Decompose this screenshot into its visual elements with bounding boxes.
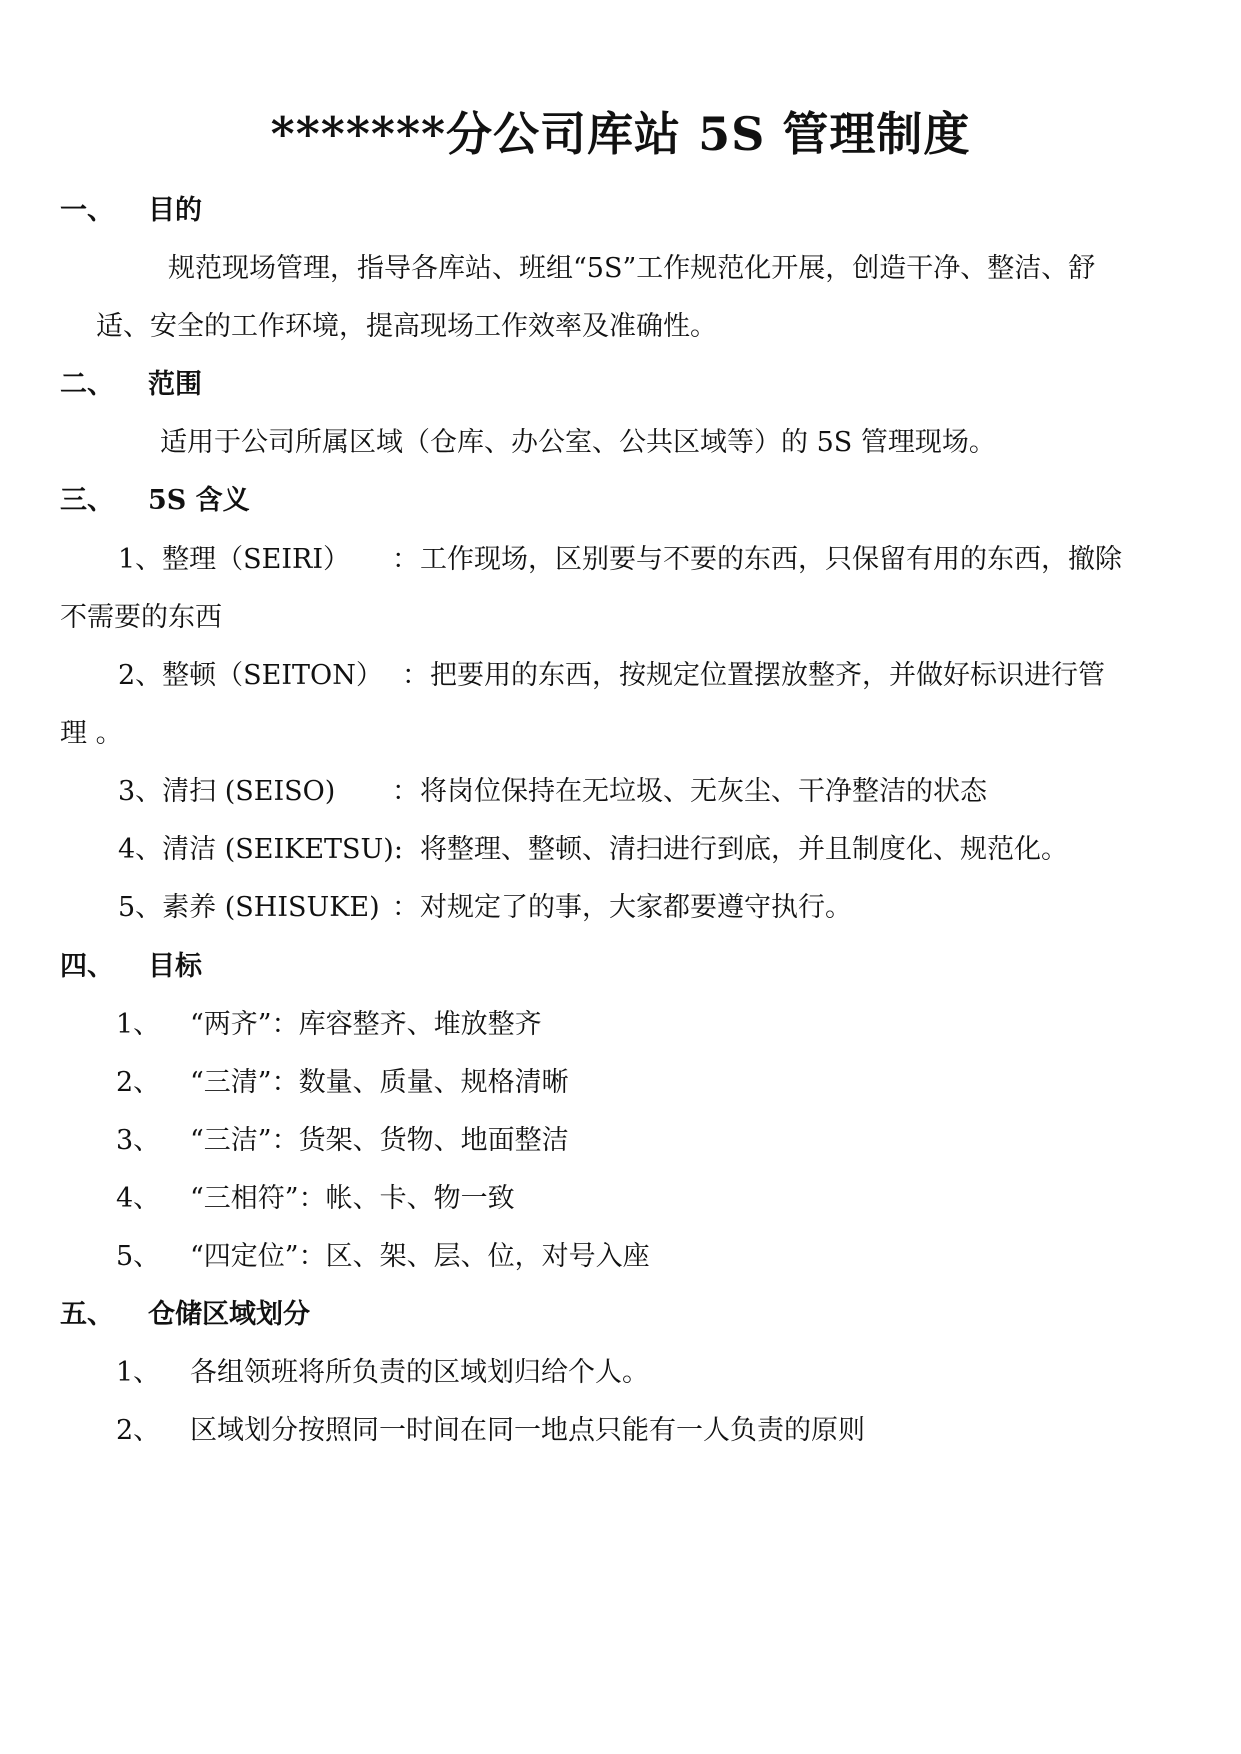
item-text: 工作现场，区别要与不要的东西，只保留有用的东西，撤除 <box>420 544 1122 575</box>
item-number: 5、 <box>116 1241 161 1272</box>
item-separator: ： <box>392 776 419 807</box>
item-separator: ： <box>392 892 419 923</box>
section-title: 仓储区域划分 <box>148 1299 310 1330</box>
item-text: 各组领班将所负责的区域划归给个人。 <box>190 1357 649 1388</box>
item-number: 3、 <box>116 1125 161 1156</box>
section-number: 四、 <box>60 951 114 982</box>
item-text: 将整理、整顿、清扫进行到底，并且制度化、规范化。 <box>420 834 1068 865</box>
section-number: 二、 <box>60 369 114 400</box>
item-label: 3、清扫 (SEISO) <box>118 776 336 807</box>
item-number: 2、 <box>116 1067 161 1098</box>
paragraph-line: 适用于公司所属区域（仓库、办公室、公共区域等）的 5S 管理现场。 <box>160 427 996 458</box>
item-text: 将岗位保持在无垃圾、无灰尘、干净整洁的状态 <box>420 776 987 807</box>
section-title: 目标 <box>148 951 202 982</box>
section-number: 五、 <box>60 1299 114 1330</box>
section-number: 一、 <box>60 195 114 226</box>
item-text: “三相符”：帐、卡、物一致 <box>190 1183 515 1214</box>
item-continuation: 不需要的东西 <box>60 602 222 633</box>
section-title: 5S 含义 <box>148 485 250 516</box>
section-title: 目的 <box>148 195 202 226</box>
item-number: 4、 <box>116 1183 161 1214</box>
item-text: “两齐”：库容整齐、堆放整齐 <box>190 1009 542 1040</box>
item-label: 4、清洁 (SEIKETSU): <box>118 834 403 865</box>
item-separator: ： <box>392 544 419 575</box>
item-continuation: 理 。 <box>60 718 123 749</box>
item-label: 1、整理（SEIRI） <box>118 544 351 575</box>
item-text: 区域划分按照同一时间在同一地点只能有一人负责的原则 <box>190 1415 865 1446</box>
item-label: 5、素养 (SHISUKE) <box>118 892 380 923</box>
item-text: “四定位”：区、架、层、位，对号入座 <box>190 1241 650 1272</box>
item-separator: ： <box>402 660 429 691</box>
item-text: “三清”：数量、质量、规格清晰 <box>190 1067 569 1098</box>
section-number: 三、 <box>60 485 114 516</box>
paragraph-line: 适、安全的工作环境，提高现场工作效率及准确性。 <box>96 311 717 342</box>
item-text: 对规定了的事，大家都要遵守执行。 <box>420 892 852 923</box>
item-number: 1、 <box>116 1009 161 1040</box>
item-number: 2、 <box>116 1415 161 1446</box>
paragraph-line: 规范现场管理，指导各库站、班组“5S”工作规范化开展，创造干净、整洁、舒 <box>168 253 1096 284</box>
section-title: 范围 <box>148 369 202 400</box>
item-label: 2、整顿（SEITON） <box>118 660 383 691</box>
item-number: 1、 <box>116 1357 161 1388</box>
item-text: “三洁”：货架、货物、地面整洁 <box>190 1125 569 1156</box>
item-text: 把要用的东西，按规定位置摆放整齐，并做好标识进行管 <box>430 660 1105 691</box>
document-title: *******分公司库站 5S 管理制度 <box>270 107 971 161</box>
